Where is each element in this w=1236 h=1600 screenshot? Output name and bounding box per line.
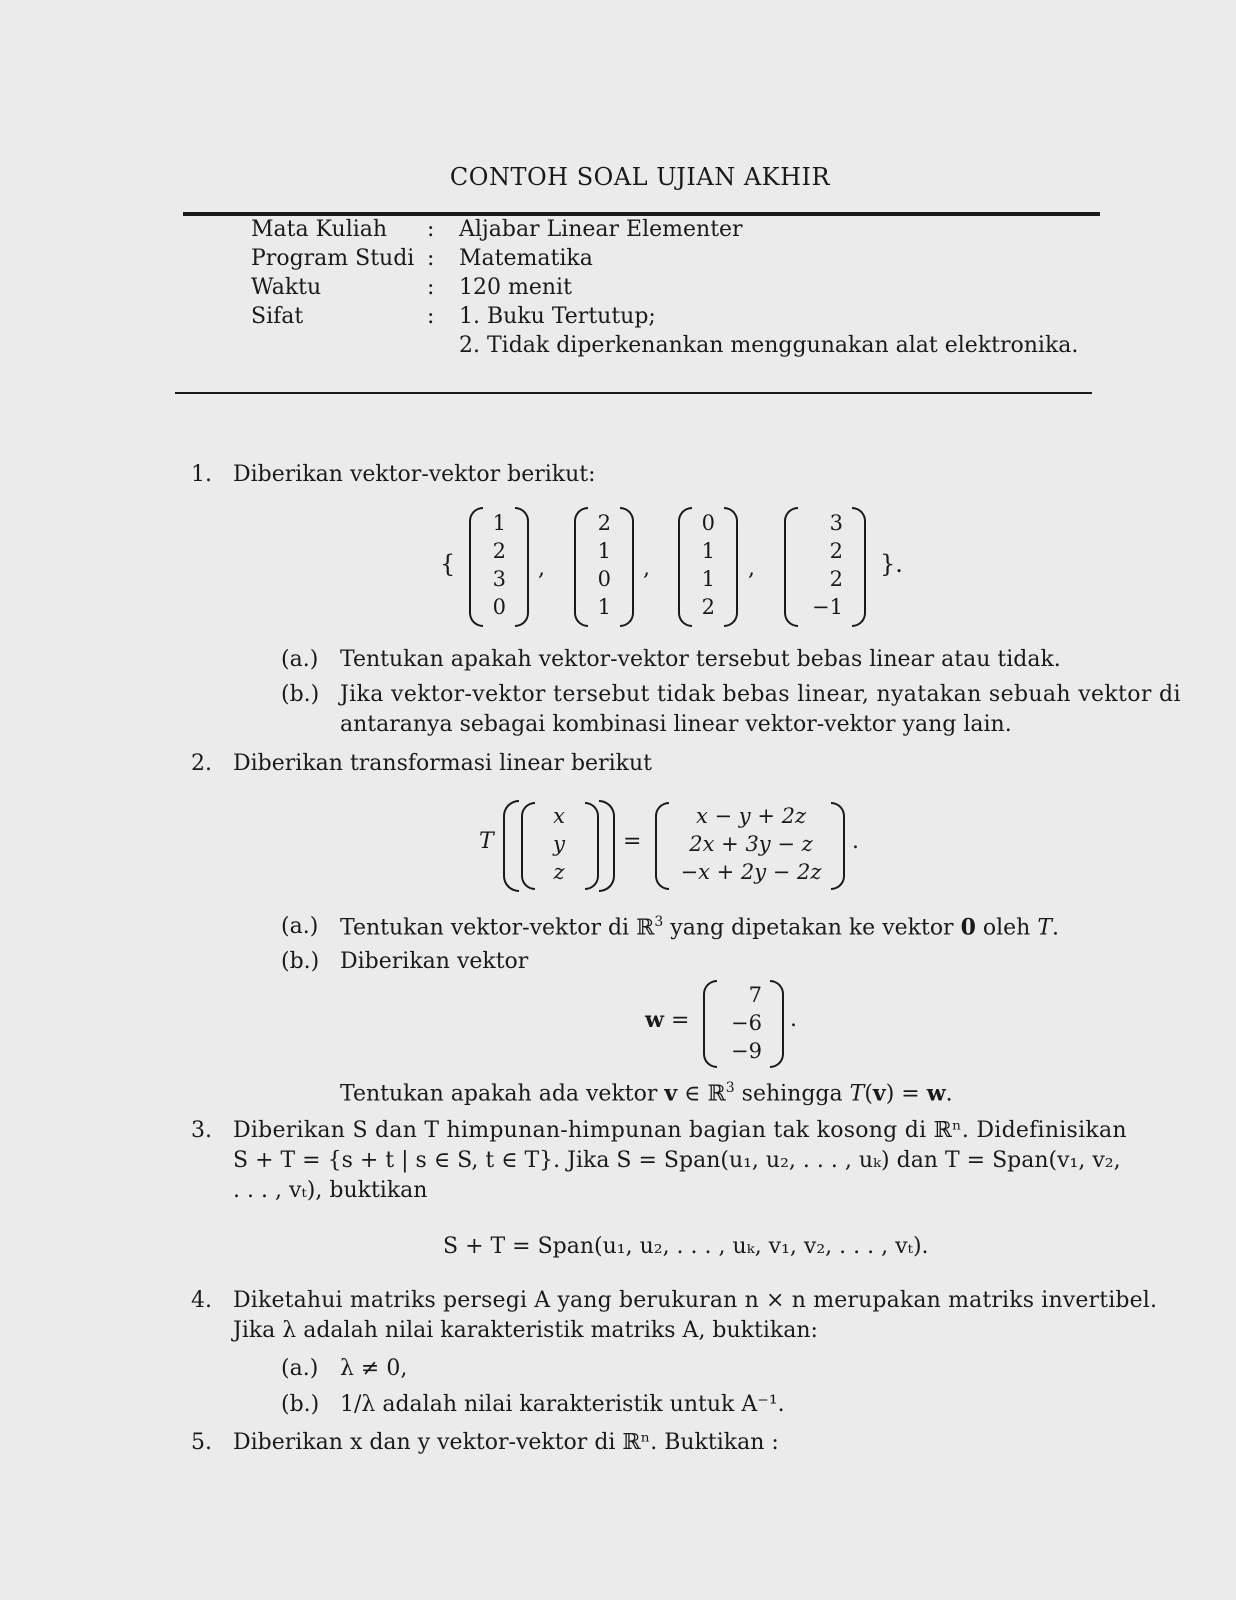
q2b-q-in: ∈ ℝ <box>677 1081 726 1107</box>
q2b-w-lhs <box>645 1007 689 1033</box>
q1-v1-entry: 3 <box>492 567 506 591</box>
q4b-text: 1/λ adalah nilai karakteristik untuk A⁻¹. <box>340 1392 785 1417</box>
q2b-q-sup: 3 <box>725 1080 735 1096</box>
q3-line2: S + T = {s + t | s ∈ S, t ∈ T}. Jika S = Span(u₁, u₂, . . . , uₖ) dan T = Span(v₁, v₂, <box>233 1148 1121 1173</box>
q1-open-brace: { <box>440 550 456 578</box>
q2b-w-period: . <box>790 1007 797 1032</box>
bottom-rule <box>175 392 1092 394</box>
header-label-2: Program Studi <box>251 246 415 271</box>
q2b-q-T: T <box>849 1081 865 1107</box>
header-sep-2: : <box>427 246 435 271</box>
header-value-2: Matematika <box>459 246 593 271</box>
q1-v1-entry: 0 <box>492 595 506 619</box>
q1-v4-entry: 2 <box>829 539 843 563</box>
header-label-4: Sifat <box>251 304 304 329</box>
q4a-label: (a.) <box>281 1356 319 1381</box>
q2a-pre: Tentukan vektor-vektor di ℝ <box>340 915 655 941</box>
q4b-label: (b.) <box>281 1392 320 1417</box>
q1-close-brace: }. <box>880 550 903 578</box>
q2b-q-close: ) = <box>885 1081 927 1107</box>
q4-number: 4. <box>191 1288 212 1313</box>
q1-v2-left-paren <box>574 507 588 627</box>
header-value-extra: 2. Tidak diperkenankan menggunakan alat elektronika. <box>459 333 1079 358</box>
q2-output-vector <box>676 802 826 886</box>
q1-v2-entry: 1 <box>597 595 611 619</box>
q2b-q-paren: ( <box>864 1081 873 1107</box>
header-label-1: Mata Kuliah <box>251 217 388 242</box>
q1b-text-line2: antaranya sebagai kombinasi linear vektor-vektor yang lain. <box>340 712 1012 737</box>
q2b-q-w: w <box>926 1080 946 1107</box>
q2b-w-equals: = <box>663 1008 690 1033</box>
q4-line1: Diketahui matriks persegi A yang berukuran n × n merupakan matriks invertibel. <box>233 1288 1158 1313</box>
q1-v4-right-paren <box>852 507 866 627</box>
q2b-text: Diberikan vektor <box>340 949 529 974</box>
q1-v3-left-paren <box>678 507 692 627</box>
q2-output-entry: −x + 2y − 2z <box>680 860 822 884</box>
q2-period: . <box>852 829 859 854</box>
q1-v4-left-paren <box>784 507 798 627</box>
q1-v4-entry: 2 <box>829 567 843 591</box>
q1-v2-entry: 1 <box>597 539 611 563</box>
page-title: CONTOH SOAL UJIAN AKHIR <box>449 163 831 191</box>
q1-vector-4 <box>803 509 843 621</box>
q2a-post: oleh <box>975 915 1038 941</box>
q1b-text-line1: Jika vektor-vektor tersebut tidak bebas linear, nyatakan sebuah vektor di <box>340 682 1181 707</box>
q5-text: Diberikan x dan y vektor-vektor di ℝⁿ. Buktikan : <box>233 1430 779 1455</box>
q1b-label: (b.) <box>281 682 320 707</box>
q2-output-entry: 2x + 3y − z <box>689 832 813 856</box>
q1-v2-entry: 2 <box>597 511 611 535</box>
q2-output-entry: x − y + 2z <box>695 804 807 828</box>
header-sep-3: : <box>427 275 435 300</box>
q1-v3-entry: 1 <box>701 567 715 591</box>
q2b-w-entry: −9 <box>731 1039 762 1063</box>
q3-equation: S + T = Span(u₁, u₂, . . . , uₖ, v₁, v₂, . . . , vₜ). <box>443 1234 929 1259</box>
header-value-4: 1. Buku Tertutup; <box>459 304 656 329</box>
q2-inner-left-paren <box>521 802 535 890</box>
q1-comma: , <box>748 556 755 581</box>
q2b-q-end: . <box>945 1081 953 1107</box>
q2-input-entry: x <box>553 804 565 828</box>
q2-outer-right-paren <box>599 800 615 892</box>
q2-equals: = <box>623 829 642 854</box>
q1-vector-2 <box>591 509 611 621</box>
q5-number: 5. <box>191 1430 212 1455</box>
q1-v4-entry: 3 <box>829 511 843 535</box>
q1-number: 1. <box>191 462 212 487</box>
q2-output-left-paren <box>655 802 669 890</box>
q1-v3-entry: 1 <box>701 539 715 563</box>
q2b-w-entry: −6 <box>731 1011 762 1035</box>
q3-line3: . . . , vₜ), buktikan <box>233 1178 428 1203</box>
q2-text: Diberikan transformasi linear berikut <box>233 751 652 776</box>
header-value-3: 120 menit <box>459 275 572 300</box>
q2-input-entry: z <box>553 860 565 884</box>
header-sep-4: : <box>427 304 435 329</box>
q2a-sup: 3 <box>654 914 664 930</box>
q1a-text: Tentukan apakah vektor-vektor tersebut bebas linear atau tidak. <box>340 647 1061 672</box>
q2b-q-pre: Tentukan apakah ada vektor <box>340 1081 665 1107</box>
q2b-w-symbol: w <box>645 1007 664 1033</box>
q2-input-entry: y <box>553 832 565 856</box>
q1-v1-left-paren <box>469 507 483 627</box>
q2a-label: (a.) <box>281 914 319 939</box>
q4-line2: Jika λ adalah nilai karakteristik matriks A, buktikan: <box>233 1318 818 1343</box>
q2-T-symbol: T <box>479 829 494 854</box>
q1-v3-right-paren <box>724 507 738 627</box>
q1-v2-entry: 0 <box>597 567 611 591</box>
q3-number: 3. <box>191 1118 212 1143</box>
q2b-question <box>340 1080 953 1106</box>
q2b-q-v: v <box>664 1080 678 1107</box>
q2b-w-left-paren <box>703 980 717 1068</box>
header-label-3: Waktu <box>251 275 322 300</box>
q1-vector-3 <box>695 509 715 621</box>
q1a-label: (a.) <box>281 647 319 672</box>
q1-vector-1 <box>486 509 506 621</box>
q1-v2-right-paren <box>620 507 634 627</box>
q1-v4-entry: −1 <box>812 595 843 619</box>
q2a-zero-vector: 0 <box>960 914 976 941</box>
q2-output-right-paren <box>831 802 845 890</box>
q3-line1: Diberikan S dan T himpunan-himpunan bagian tak kosong di ℝⁿ. Didefinisikan <box>233 1118 1127 1143</box>
q2-input-vector <box>547 802 571 886</box>
q2b-w-vector <box>722 981 762 1065</box>
q2-outer-left-paren <box>503 800 519 892</box>
q2-inner-right-paren <box>585 802 599 890</box>
q1-v1-entry: 2 <box>492 539 506 563</box>
q2b-w-entry: 7 <box>748 983 762 1007</box>
q1-v1-right-paren <box>515 507 529 627</box>
q2b-q-v2: v <box>872 1080 886 1107</box>
q1-v3-entry: 2 <box>701 595 715 619</box>
q2b-q-mid: sehingga <box>734 1081 850 1107</box>
header-value-1: Aljabar Linear Elementer <box>459 217 743 242</box>
q1-text: Diberikan vektor-vektor berikut: <box>233 462 596 487</box>
q2b-label: (b.) <box>281 949 320 974</box>
q1-v1-entry: 1 <box>492 511 506 535</box>
q1-comma: , <box>643 556 650 581</box>
header-sep-1: : <box>427 217 435 242</box>
q4a-text: λ ≠ 0, <box>340 1356 408 1381</box>
q2a-mid: yang dipetakan ke vektor <box>663 915 961 941</box>
q2a-text <box>340 914 1059 940</box>
q2a-end: . <box>1052 915 1060 941</box>
q2-number: 2. <box>191 751 212 776</box>
q1-v3-entry: 0 <box>701 511 715 535</box>
q1-comma: , <box>538 556 545 581</box>
q2b-w-right-paren <box>770 980 784 1068</box>
q2a-T: T <box>1037 915 1053 941</box>
top-rule <box>183 212 1100 216</box>
